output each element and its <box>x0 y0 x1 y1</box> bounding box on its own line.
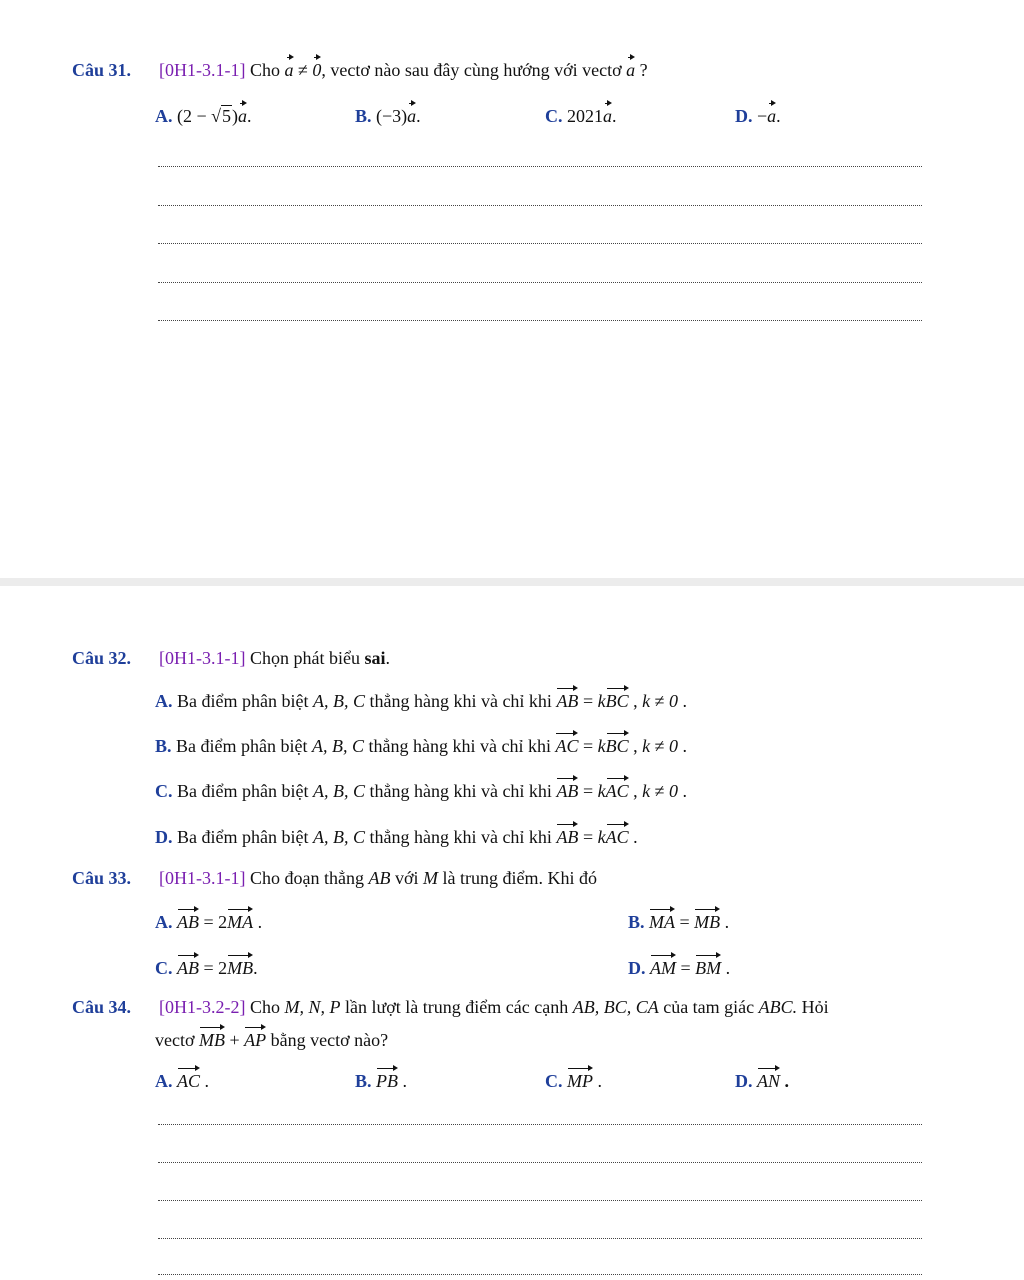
q34-option-d-math: AN . <box>757 1071 789 1091</box>
q32-number: Câu 32. <box>72 648 132 668</box>
q32-option-a[interactable]: A. Ba điểm phân biệt A, B, C thẳng hàng khi và chỉ khi AB = kBC , k ≠ 0 . <box>155 687 687 713</box>
answer-dotted-line <box>158 205 922 206</box>
q33-option-a-math: AB = 2MA . <box>177 912 262 932</box>
answer-dotted-line <box>158 1200 922 1201</box>
q33-stem: Câu 33. [0H1-3.1-1] Cho đoạn thẳng AB với M là trung điểm. Khi đó <box>72 868 597 888</box>
q33-option-c-math: AB = 2MB. <box>177 958 258 978</box>
q31-text-mid: , vectơ nào sau đây cùng hướng với vectơ <box>321 60 622 80</box>
q32-option-b-text: Ba điểm phân biệt A, B, C thẳng hàng khi và chỉ khi AC = kBC , k ≠ 0 . <box>176 736 687 756</box>
q34-option-d[interactable]: D. AN . <box>735 1067 789 1093</box>
q33-option-d[interactable]: D. AM = BM . <box>628 954 730 980</box>
q33-number: Câu 33. <box>72 868 132 888</box>
q32-stem: Câu 32. [0H1-3.1-1] Chọn phát biểu sai. <box>72 648 390 668</box>
answer-dotted-line <box>158 1238 922 1239</box>
q34-option-c-math: MP . <box>567 1071 602 1091</box>
q33-option-d-math: AM = BM . <box>650 958 730 978</box>
q31-text-pre: Cho <box>249 60 280 80</box>
q34-code: [0H1-3.2-2] <box>159 997 246 1017</box>
q33-code: [0H1-3.1-1] <box>159 868 246 888</box>
q32-option-b[interactable]: B. Ba điểm phân biệt A, B, C thẳng hàng khi và chỉ khi AC = kBC , k ≠ 0 . <box>155 732 687 758</box>
q31-code: [0H1-3.1-1] <box>159 60 246 80</box>
q31-option-b-math: (−3)a. <box>376 106 421 126</box>
page-top-section <box>0 0 1024 578</box>
q31-option-a-math: (2 − √5)a. <box>177 106 252 126</box>
answer-dotted-line <box>158 282 922 283</box>
q32-option-d-text: Ba điểm phân biệt A, B, C thẳng hàng khi và chỉ khi AB = kAC . <box>177 827 638 847</box>
answer-dotted-line <box>158 320 922 321</box>
q31-option-c[interactable]: C. 2021a. <box>545 102 617 128</box>
q33-option-b[interactable]: B. MA = MB . <box>628 908 729 934</box>
page-divider <box>0 578 1024 586</box>
answer-dotted-line <box>158 166 922 167</box>
q32-option-d[interactable]: D. Ba điểm phân biệt A, B, C thẳng hàng khi và chỉ khi AB = kAC . <box>155 823 638 849</box>
q31-text-end: ? <box>639 60 648 80</box>
answer-dotted-line <box>158 1162 922 1163</box>
q32-text: Chọn phát biểu <box>249 648 360 668</box>
q32-text-bold: sai <box>364 648 386 668</box>
answer-dotted-line <box>158 243 922 244</box>
answer-dotted-line <box>158 1124 922 1125</box>
q34-option-a[interactable]: A. AC . <box>155 1067 209 1093</box>
q34-stem-line2: vectơ MB + AP bằng vectơ nào? <box>155 1026 388 1052</box>
q31-option-d[interactable]: D. −a. <box>735 102 781 128</box>
answer-dotted-line <box>158 1274 922 1275</box>
q34-option-b-math: PB . <box>376 1071 407 1091</box>
q34-option-a-math: AC . <box>177 1071 209 1091</box>
q31-option-d-math: −a. <box>757 106 781 126</box>
q34-number: Câu 34. <box>72 997 132 1017</box>
q32-option-c-text: Ba điểm phân biệt A, B, C thẳng hàng khi và chỉ khi AB = kAC , k ≠ 0 . <box>177 781 687 801</box>
q32-option-a-text: Ba điểm phân biệt A, B, C thẳng hàng khi và chỉ khi AB = kBC , k ≠ 0 . <box>177 691 687 711</box>
q31-number: Câu 31. <box>72 60 132 80</box>
q31-stem: Câu 31. [0H1-3.1-1] Cho a ≠ 0, vectơ nào sau đây cùng hướng với vectơ a ? <box>72 56 648 82</box>
q31-option-c-math: 2021a. <box>567 106 617 126</box>
q33-option-c[interactable]: C. AB = 2MB. <box>155 954 258 980</box>
q32-option-c[interactable]: C. Ba điểm phân biệt A, B, C thẳng hàng khi và chỉ khi AB = kAC , k ≠ 0 . <box>155 777 687 803</box>
q34-option-c[interactable]: C. MP . <box>545 1067 602 1093</box>
q34-stem-line1: Câu 34. [0H1-3.2-2] Cho M, N, P lần lượt là trung điểm các cạnh AB, BC, CA của tam giác ABC. Hỏi <box>72 997 829 1017</box>
q33-option-b-math: MA = MB . <box>649 912 729 932</box>
q34-option-b[interactable]: B. PB . <box>355 1067 407 1093</box>
q33-option-a[interactable]: A. AB = 2MA . <box>155 908 262 934</box>
q31-option-b[interactable]: B. (−3)a. <box>355 102 421 128</box>
q31-option-a[interactable]: A. (2 − √5)a. <box>155 102 252 128</box>
q32-code: [0H1-3.1-1] <box>159 648 246 668</box>
